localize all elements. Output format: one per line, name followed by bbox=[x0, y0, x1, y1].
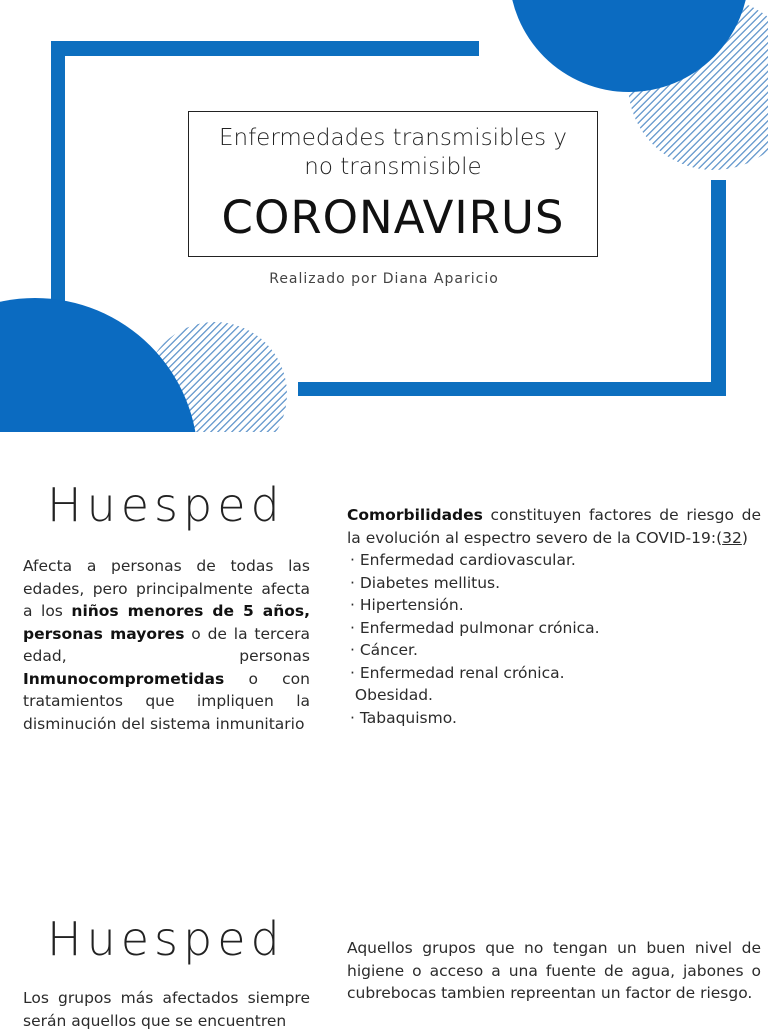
ref-close: ) bbox=[741, 528, 748, 547]
frame-bottom-bar bbox=[298, 382, 726, 396]
list-item: · Diabetes mellitus. bbox=[350, 573, 501, 592]
cover-subtitle-line2: no transmisible bbox=[304, 154, 482, 180]
list-item: · Hipertensión. bbox=[350, 596, 464, 614]
reference-link[interactable]: 32 bbox=[722, 528, 742, 547]
ref-open: ( bbox=[716, 528, 723, 547]
cover-title: CORONAVIRUS bbox=[221, 191, 565, 244]
text-span: Afecta a personas de todas las edades, pero principalmente afecta a los bbox=[23, 557, 310, 620]
text-span: constituyen factores de riesgo de la evolución al espectro severo de la COVID-19: bbox=[347, 506, 761, 547]
section2-left-paragraph: Los grupos más afectados siempre serán aquellos que se encuentren bbox=[23, 989, 310, 1030]
list-item: Obesidad. bbox=[350, 686, 433, 704]
section1-heading: Huesped bbox=[47, 478, 285, 532]
list-item: · Tabaquismo. bbox=[350, 708, 457, 727]
list-item: · Enfermedad pulmonar crónica. bbox=[350, 618, 600, 637]
section1-right-paragraph bbox=[347, 504, 761, 549]
cover-subtitle-line1: Enfermedades transmisibles y bbox=[218, 125, 568, 151]
frame-right-bar bbox=[711, 180, 726, 396]
text-span: o de la tercera edad, personas bbox=[23, 624, 310, 665]
bold-span: Comorbilidades bbox=[347, 506, 483, 524]
title-box bbox=[188, 111, 598, 257]
bold-span: Inmunocomprometidas bbox=[23, 669, 225, 688]
frame-left-bar bbox=[51, 41, 65, 303]
bold-span: niños menores de 5 años, personas mayores bbox=[23, 602, 310, 643]
frame-top-bar bbox=[51, 41, 479, 56]
cover-slide bbox=[0, 0, 768, 432]
cover-author: Realizado por Diana Aparicio bbox=[269, 271, 499, 287]
list-item: · Enfermedad renal crónica. bbox=[350, 663, 565, 682]
comorbidities-list bbox=[350, 549, 750, 729]
list-item: · Enfermedad cardiovascular. bbox=[350, 551, 576, 569]
section1-left-paragraph bbox=[23, 555, 310, 735]
cover-subtitle bbox=[189, 124, 597, 182]
text-span: o con tratamientos que impliquen la disminución del sistema inmunitario bbox=[23, 669, 310, 733]
section2-right-paragraph: Aquellos grupos que no tengan un buen nivel de higiene o acceso a una fuente de agua, jabones o cubrebocas tambien repreentan un factor de riesgo. bbox=[347, 939, 761, 1002]
list-item: · Cáncer. bbox=[350, 641, 418, 659]
section2-heading: Huesped bbox=[47, 912, 285, 966]
